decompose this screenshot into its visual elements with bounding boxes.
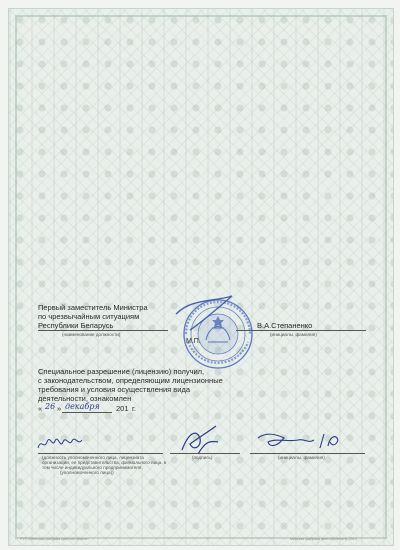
minister-title-line2: по чрезвычайным ситуациям <box>38 312 140 321</box>
notice-line4: деятельности, ознакомлен <box>38 394 132 403</box>
recipient-handwritten-position <box>36 436 84 454</box>
notice-line1: Специальное разрешение (лицензию) получил, <box>38 367 205 376</box>
recipient-name-underline <box>250 453 365 454</box>
date-close-quote: » <box>57 404 62 413</box>
official-seal-stamp <box>172 292 264 372</box>
date-open-quote: « <box>38 404 43 413</box>
footer-left-imprint: РУП «Минская фабрика цветной печати» <box>20 537 89 541</box>
recipient-caption-line1: (должность уполномоченного лица, лицензиата <box>42 455 144 460</box>
recipient-caption-line4: (уполномоченного лица)) <box>60 470 114 475</box>
date-year-suffix: г. <box>132 404 136 413</box>
signature-underline <box>170 453 240 454</box>
footer-right-imprint: Минская фабрика цветной печати, 2014 <box>290 537 357 541</box>
minister-title-line1: Первый заместитель Министра <box>38 303 148 312</box>
date-day: 26 <box>45 402 56 411</box>
date-month: декабря <box>65 402 100 411</box>
notice-line3: требования и условия осуществления вида <box>38 385 191 394</box>
recipient-position-underline <box>38 453 163 454</box>
date-year-prefix: 201 <box>116 404 129 413</box>
recipient-signature <box>178 424 224 456</box>
minister-name: В.А.Степаненко <box>257 321 313 330</box>
position-caption: (наименование должности) <box>62 332 121 337</box>
recipient-handwritten-name <box>254 428 344 454</box>
signature-caption: (подпись) <box>192 455 213 460</box>
notice-line2: с законодательством, определяющим лицензионные <box>38 376 223 385</box>
position-underline <box>38 330 168 331</box>
recipient-caption-line2: организации, ее представительства, филиального лица, в <box>42 460 167 465</box>
recipient-caption-line3: том числе индивидуального предпринимателя, <box>42 465 143 470</box>
date-month-underline <box>62 412 112 413</box>
minister-title-line3: Республики Беларусь <box>38 321 114 330</box>
name-caption: (инициалы, фамилия) <box>270 332 317 337</box>
seal-place-mark: М.П. <box>186 338 201 345</box>
recipient-name-caption: (инициалы, фамилия) <box>278 455 325 460</box>
coat-of-arms-icon <box>184 300 252 368</box>
